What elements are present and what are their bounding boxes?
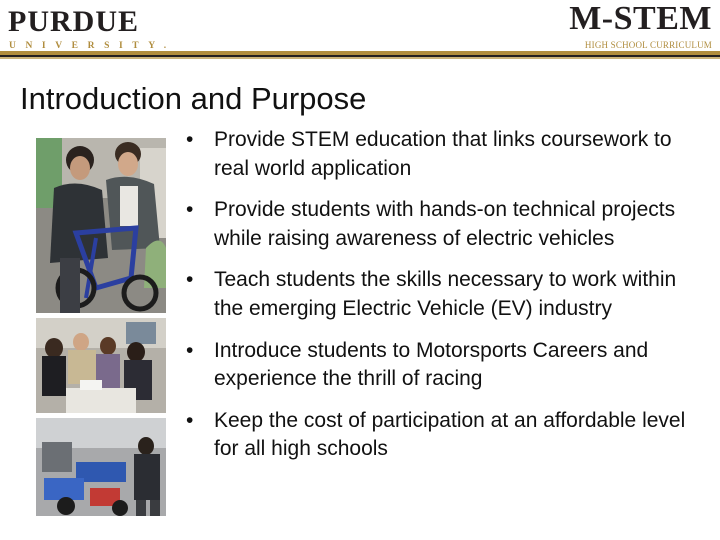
slide-title: Introduction and Purpose: [20, 81, 367, 116]
bullet-text: Provide students with hands-on technical projects while raising awareness of electric vehicles: [214, 198, 676, 250]
bullet-marker: •: [186, 338, 194, 362]
bullet-item: [186, 266, 686, 323]
mstem-logo-tagline: HIGH SCHOOL CURRICULUM: [584, 40, 712, 50]
photo-workshop-parts: [36, 418, 166, 516]
bullet-marker: •: [186, 408, 194, 432]
photo-students-building-frame: [36, 138, 166, 313]
header-light-rule: [0, 57, 720, 59]
bullet-item: [186, 196, 686, 253]
purdue-logo-tagline: UNIVERSITY.: [9, 41, 176, 51]
bullet-item: [186, 407, 686, 464]
bullet-text: Keep the cost of participation at an affordable level for all high schools: [214, 408, 686, 461]
bullet-marker: •: [186, 128, 194, 151]
purdue-logo: [8, 5, 176, 54]
bullet-item: [186, 126, 686, 183]
photo-classroom-group: [36, 318, 166, 413]
slide-header: [0, 0, 720, 56]
bullet-text: Introduce students to Motorsports Careers and experience the thrill of racing: [214, 338, 649, 391]
mstem-logo: [520, 2, 716, 52]
bullet-list: [186, 126, 686, 477]
bullet-text: Provide STEM education that links coursework to real world application: [214, 128, 672, 180]
bullet-text: Teach students the skills necessary to work within the emerging Electric Vehicle (EV) industry: [214, 268, 677, 320]
mstem-logo-name: M-STEM: [569, 0, 712, 37]
bullet-marker: •: [186, 198, 194, 222]
bullet-item: [186, 337, 686, 394]
bullet-marker: •: [186, 268, 194, 292]
purdue-logo-name: PURDUE: [8, 5, 139, 38]
